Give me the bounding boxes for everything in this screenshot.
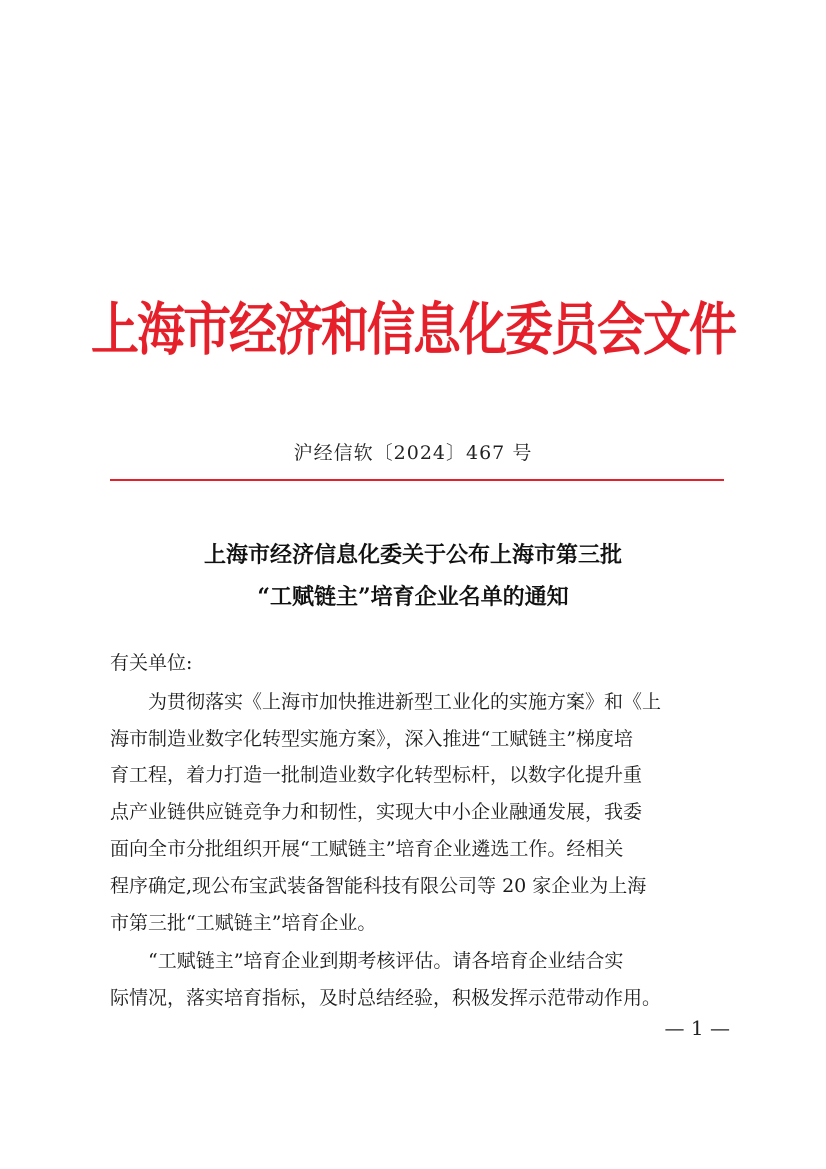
paragraph-line: 点产业链供应链竞争力和韧性，实现大中小企业融通发展，我委: [110, 801, 643, 824]
salutation: 有关单位:: [110, 652, 193, 674]
document-number: 沪经信软〔2024〕467 号: [293, 442, 533, 464]
notice-body: [110, 645, 724, 1017]
notice-title-line-2: “工赋链主”培育企业名单的通知: [257, 584, 569, 610]
paragraph-line: 际情况，落实培育指标，及时总结经验，积极发挥示范带动作用。: [110, 987, 662, 1010]
red-divider-line: [110, 479, 724, 481]
page-number: — 1 —: [664, 1016, 730, 1040]
paragraph-line: “工赋链主”培育企业到期考核评估。请各培育企业结合实: [110, 950, 624, 973]
paragraph-line: 海市制造业数字化转型实施方案》，深入推进“工赋链主”梯度培: [110, 727, 633, 750]
paragraph-line: 程序确定,现公布宝武装备智能科技有限公司等 20 家企业为上海: [110, 874, 647, 897]
notice-title-line-1: 上海市经济信息化委关于公布上海市第三批: [203, 542, 622, 568]
paragraph-1: [110, 684, 724, 942]
paragraph-line: 为贯彻落实《上海市加快推进新型工业化的实施方案》和《上: [110, 690, 662, 713]
paragraph-line: 市第三批“工赋链主”培育企业。: [110, 911, 377, 934]
notice-title: [0, 534, 826, 618]
issuing-authority-title: 上海市经济和信息化委员会文件: [90, 296, 735, 364]
paragraph-line: 育工程，着力打造一批制造业数字化转型标杆，以数字化提升重: [110, 764, 643, 787]
paragraph-2: [110, 943, 724, 1017]
paragraph-line: 面向全市分批组织开展“工赋链主”培育企业遴选工作。经相关: [110, 837, 624, 860]
